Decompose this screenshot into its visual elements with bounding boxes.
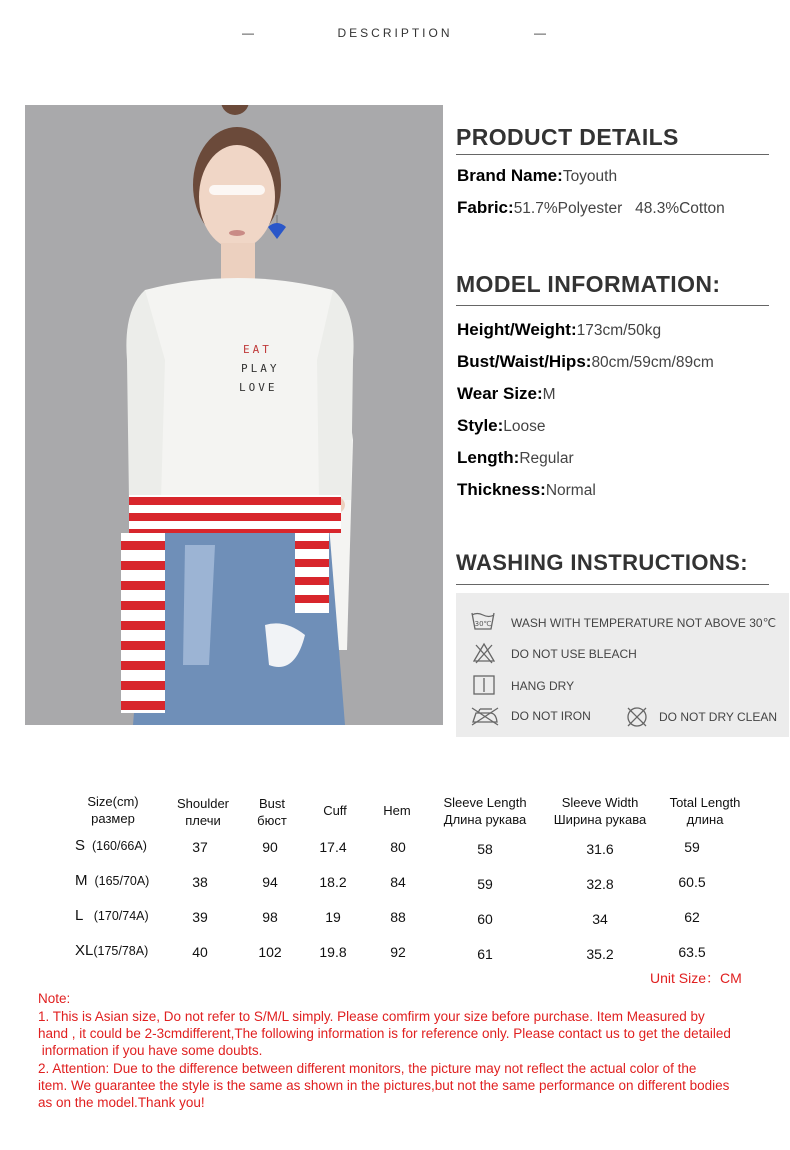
shoulder-cell: 38 — [192, 874, 208, 890]
size-table-header-total-length — [656, 794, 754, 828]
size-table-header-shoulder — [163, 795, 243, 829]
bust-cell: 102 — [258, 944, 282, 960]
height-weight-value: 173cm/50kg — [576, 322, 662, 339]
model-information-heading: MODEL INFORMATION: — [456, 271, 721, 297]
table-row — [0, 907, 790, 927]
cuff-cell: 17.4 — [319, 839, 347, 855]
length-value: Regular — [519, 450, 574, 467]
header-en: Shoulder — [176, 796, 230, 811]
shoulder-cell: 40 — [192, 944, 208, 960]
brand-name-label: Brand Name: — [457, 166, 563, 185]
header-ru: Ширина рукава — [553, 812, 647, 827]
no-iron-icon — [470, 706, 500, 726]
no-bleach-icon — [473, 642, 495, 664]
bust-cell: 98 — [262, 909, 278, 925]
unit-size-label: Unit Size：CM — [650, 970, 742, 986]
size-table-header-size — [68, 793, 158, 827]
header-ru: длина — [686, 812, 724, 827]
header-en: Hem — [383, 803, 411, 818]
header-en: Size(cm) — [87, 794, 139, 809]
note-line: 1. This is Asian size, Do not refer to S/M/L simply. Please comfirm your size before purchase. Item Measured by — [38, 1009, 705, 1024]
header-en: Cuff — [323, 803, 347, 818]
thickness-value: Normal — [545, 482, 596, 499]
product-details-divider — [456, 154, 769, 155]
note-line: item. We guarantee the style is the same as shown in the pictures,but not the same performance on different bodies — [38, 1078, 730, 1093]
length-label: Length: — [457, 448, 520, 467]
style-value: Loose — [503, 418, 546, 435]
note-line: 2. Attention: Due to the difference between different monitors, the picture may not reflect the actual color of the — [38, 1061, 697, 1076]
shirt-print-love: LOVE — [239, 381, 278, 394]
header-ru: бюст — [257, 813, 287, 828]
shirt-print-play: PLAY — [241, 362, 280, 375]
no-iron-text: DO NOT IRON — [511, 709, 591, 723]
header-ru: плечи — [185, 813, 221, 828]
wear-size-label: Wear Size: — [457, 384, 543, 403]
size-label — [75, 872, 149, 889]
note-line: information if you have some doubts. — [38, 1043, 263, 1058]
description-title: DESCRIPTION — [337, 26, 453, 40]
model-illustration — [25, 105, 443, 725]
note-heading: Note: — [38, 991, 71, 1006]
hang-dry-icon — [473, 675, 495, 695]
bust-waist-hips-value: 80cm/59cm/89cm — [591, 354, 714, 371]
size-table-header-sleeve-length — [430, 794, 540, 828]
hem-cell: 88 — [390, 909, 406, 925]
bust-waist-hips-label: Bust/Waist/Hips: — [457, 352, 592, 371]
cuff-cell: 19.8 — [319, 944, 347, 960]
thickness-label: Thickness: — [457, 480, 546, 499]
washing-instructions-heading: WASHING INSTRUCTIONS: — [456, 550, 748, 575]
sleeve-width-cell: 35.2 — [586, 946, 614, 962]
total-length-cell: 62 — [684, 909, 700, 925]
hem-cell: 92 — [390, 944, 406, 960]
header-ru: размер — [91, 811, 135, 826]
size-spec: (165/70A) — [94, 874, 150, 888]
thickness-row — [457, 480, 596, 500]
table-row — [0, 942, 790, 962]
sleeve-length-cell: 58 — [477, 841, 493, 857]
wear-size-row — [457, 384, 556, 404]
sleeve-width-cell: 34 — [592, 911, 608, 927]
style-row — [457, 416, 546, 436]
product-photo — [25, 105, 443, 725]
cuff-cell: 19 — [325, 909, 341, 925]
size-code: S — [75, 837, 86, 854]
total-length-cell: 59 — [684, 839, 700, 855]
size-code: M — [75, 872, 88, 889]
bust-cell: 90 — [262, 839, 278, 855]
height-weight-label: Height/Weight: — [457, 320, 577, 339]
note-line: hand , it could be 2-3cmdifferent,The following information is for reference only. Please contact us to get the detailed — [38, 1026, 731, 1041]
sleeve-length-cell: 60 — [477, 911, 493, 927]
total-length-cell: 63.5 — [678, 944, 706, 960]
size-table-header-sleeve-width — [540, 794, 660, 828]
sleeve-width-cell: 31.6 — [586, 841, 614, 857]
size-code: L — [75, 907, 84, 924]
size-label — [75, 942, 148, 959]
size-code: XL — [75, 942, 94, 959]
svg-text:30℃: 30℃ — [474, 620, 492, 628]
size-label — [75, 837, 147, 854]
length-row — [457, 448, 574, 468]
fabric-label: Fabric: — [457, 198, 514, 217]
hang-dry-text: HANG DRY — [511, 679, 575, 693]
header-en: Sleeve Width — [561, 795, 639, 810]
wash-30-text: WASH WITH TEMPERATURE NOT ABOVE 30℃ — [511, 616, 777, 630]
size-spec: (170/74A) — [93, 909, 149, 923]
no-bleach-text: DO NOT USE BLEACH — [511, 647, 637, 661]
style-label: Style: — [457, 416, 504, 435]
sleeve-length-cell: 61 — [477, 946, 493, 962]
size-spec: (160/66A) — [91, 839, 147, 853]
size-spec: (175/78A) — [93, 944, 149, 958]
hem-cell: 84 — [390, 874, 406, 890]
header-ru: Длина рукава — [443, 812, 527, 827]
hem-cell: 80 — [390, 839, 406, 855]
table-row — [0, 837, 790, 857]
no-dry-clean-icon — [626, 706, 648, 728]
wash-30-icon — [471, 610, 495, 632]
total-length-cell: 60.5 — [678, 874, 706, 890]
no-dry-clean-text: DO NOT DRY CLEAN — [659, 710, 778, 724]
shoulder-cell: 37 — [192, 839, 208, 855]
sleeve-length-cell: 59 — [477, 876, 493, 892]
brand-name-value: Toyouth — [562, 168, 618, 185]
size-table-header-hem — [367, 802, 427, 819]
header-en: Total Length — [669, 795, 741, 810]
cuff-cell: 18.2 — [319, 874, 347, 890]
size-table-header-bust — [242, 795, 302, 829]
shoulder-cell: 39 — [192, 909, 208, 925]
size-table-header-cuff — [305, 802, 365, 819]
header-dash-left: — — [242, 26, 254, 40]
fabric-row — [457, 198, 725, 218]
size-label — [75, 907, 149, 924]
brand-name-row — [457, 166, 617, 186]
fabric-value: 51.7%Polyester 48.3%Cotton — [513, 200, 725, 217]
sleeve-width-cell: 32.8 — [586, 876, 614, 892]
washing-panel — [456, 593, 789, 737]
bust-cell: 94 — [262, 874, 278, 890]
model-information-divider — [456, 305, 769, 306]
bust-waist-hips-row — [457, 352, 714, 372]
wear-size-value: M — [542, 386, 556, 403]
height-weight-row — [457, 320, 661, 340]
washing-instructions-divider — [456, 584, 769, 585]
shirt-print-eat: EAT — [243, 343, 272, 356]
header-dash-right: — — [534, 26, 546, 40]
note-line: as on the model.Thank you! — [38, 1095, 205, 1110]
table-row — [0, 872, 790, 892]
header-en: Bust — [258, 796, 285, 811]
product-details-heading: PRODUCT DETAILS — [456, 124, 679, 150]
header-en: Sleeve Length — [443, 795, 527, 810]
